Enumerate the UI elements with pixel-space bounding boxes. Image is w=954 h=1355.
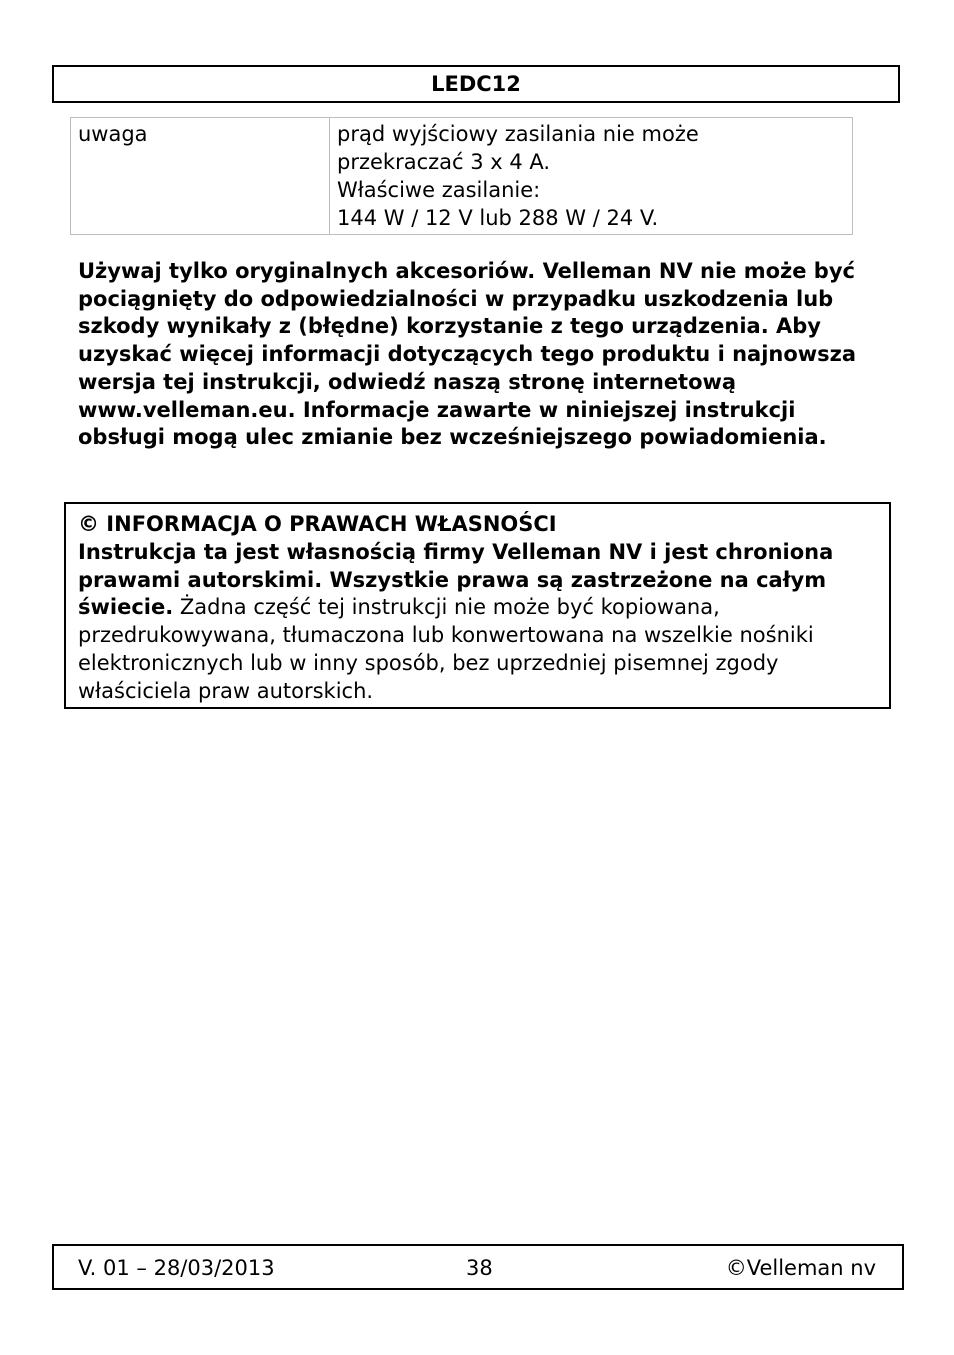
table-row: [71, 118, 853, 235]
spec-label-cell: [71, 118, 330, 235]
footer-copyright: ©Velleman nv: [725, 1256, 876, 1280]
spec-table: [70, 117, 853, 235]
footer-page-number: 38: [466, 1256, 493, 1280]
spec-value-line: Właściwe zasilanie:: [337, 178, 541, 202]
copyright-box: [64, 502, 891, 709]
spec-label: uwaga: [78, 122, 148, 146]
footer-version: V. 01 – 28/03/2013: [78, 1256, 275, 1280]
copyright-body: [78, 539, 877, 706]
spec-value-line: przekraczać 3 x 4 A.: [337, 150, 551, 174]
document-title: LEDC12: [431, 72, 521, 96]
accessories-notice: Używaj tylko oryginalnych akcesoriów. Velleman NV nie może być pociągnięty do odpowiedzialności w przypadku uszkodzenia lub szkody wynikały z (błędne) korzystanie z tego urządzenia. Aby uzyskać więcej informacji dotyczących tego produktu i najnowsza wersja tej instrukcji, odwiedź naszą stronę internetową www.velleman.eu. Informacje zawarte w niniejszej instrukcji obsługi mogą ulec zmianie bez wcześniejszego powiadomienia.: [78, 259, 857, 450]
spec-value-cell: [330, 118, 853, 235]
page-footer: [52, 1244, 904, 1290]
copyright-heading: © INFORMACJA O PRAWACH WŁASNOŚCI: [78, 512, 557, 536]
copyright-bold-text: Instrukcja ta jest własnością firmy Velleman NV i jest chroniona prawami autorskimi. Wszystkie prawa są zastrzeżone na całym świecie.: [78, 539, 834, 620]
spec-value-line: 144 W / 12 V lub 288 W / 24 V.: [337, 206, 659, 230]
document-header: [52, 65, 900, 103]
copyright-normal-text: Żadna część tej instrukcji nie może być kopiowana, przedrukowywana, tłumaczona lub konwertowana na wszelkie nośniki elektronicznych lub w inny sposób, bez uprzedniej pisemnej zgody właściciela praw autorskich.: [78, 595, 814, 703]
spec-value-line: prąd wyjściowy zasilania nie może: [337, 122, 699, 146]
